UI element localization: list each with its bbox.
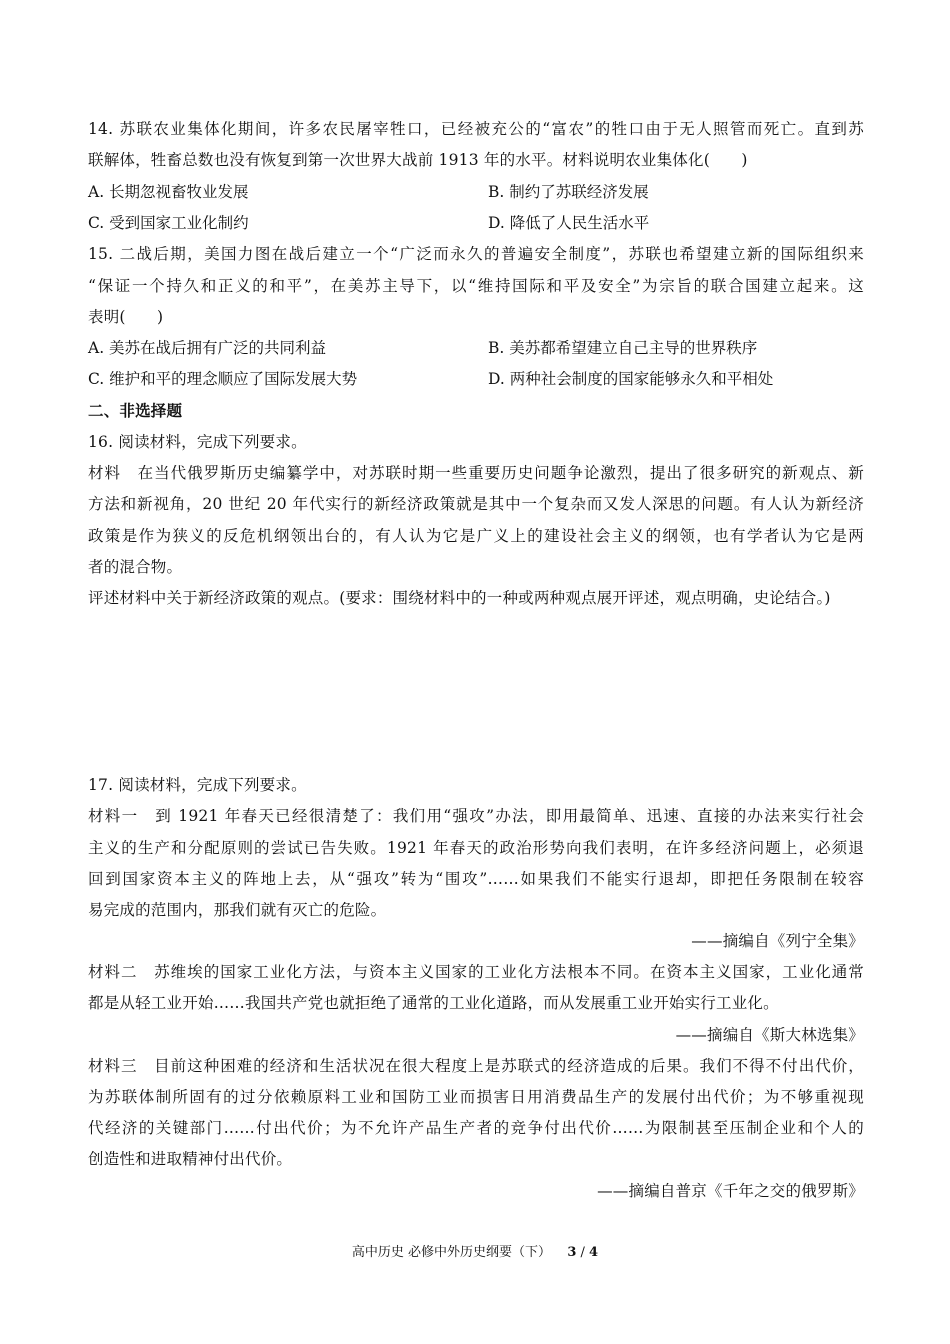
- page-footer: [0, 1244, 950, 1262]
- q15-option-a: A. 美苏在战后拥有广泛的共同利益: [88, 339, 327, 357]
- q15-stem-line-1: 15. 二战后期，美国力图在战后建立一个“广泛而永久的普遍安全制度”，苏联也希望建立新的国际组织来: [88, 245, 864, 263]
- page-number-current: 3: [567, 1245, 577, 1260]
- q16-task: 评述材料中关于新经济政策的观点。(要求：围绕材料中的一种或两种观点展开评述，观点明确，史论结合。): [88, 589, 831, 607]
- page-number-separator: /: [576, 1245, 590, 1260]
- q16-stem: 16. 阅读材料，完成下列要求。: [88, 433, 307, 451]
- section-title-non-choice: 二、非选择题: [88, 401, 183, 420]
- q16-material-line-2: 方法和新视角，20 世纪 20 年代实行的新经济政策就是其中一个复杂而又发人深思的问题。有人认为新经济: [88, 495, 864, 513]
- q17-m1-line-2: 主义的生产和分配原则的尝试已告失败。1921 年春天的政治形势向我们表明，在许多经济问题上，必须退: [88, 839, 864, 857]
- q14-option-d: D. 降低了人民生活水平: [488, 214, 650, 232]
- q15-option-d: D. 两种社会制度的国家能够永久和平相处: [488, 370, 774, 388]
- q14-option-a: A. 长期忽视畜牧业发展: [88, 183, 249, 201]
- footer-title: 高中历史 必修中外历史纲要（下）: [351, 1245, 552, 1260]
- q17-m1-source: ——摘编自《列宁全集》: [691, 932, 864, 950]
- q17-m3-line-1: 材料三 目前这种困难的经济和生活状况在很大程度上是苏联式的经济造成的后果。我们不得不付出代价，: [88, 1057, 864, 1075]
- q15-stem-line-3: 表明( ): [88, 308, 164, 326]
- q15-option-b: B. 美苏都希望建立自己主导的世界秩序: [488, 339, 758, 357]
- q17-m3-line-4: 创造性和进取精神付出代价。: [88, 1150, 293, 1168]
- q17-m1-line-1: 材料一 到 1921 年春天已经很清楚了：我们用“强攻”办法，即用最简单、迅速、直接的办法来实行社会: [88, 807, 864, 825]
- q14-stem-line-1: 14. 苏联农业集体化期间，许多农民屠宰牲口，已经被充公的“富农”的牲口由于无人照管而死亡。直到苏: [88, 120, 864, 138]
- q15-option-c: C. 维护和平的理念顺应了国际发展大势: [88, 370, 358, 388]
- q14-stem-line-2: 联解体，牲畜总数也没有恢复到第一次世界大战前 1913 年的水平。材料说明农业集体化( ): [88, 151, 748, 169]
- q17-m3-line-2: 为苏联体制所固有的过分依赖原料工业和国防工业而损害日用消费品生产的发展付出代价；为不够重视现: [88, 1088, 864, 1106]
- q15-stem-line-2: “保证一个持久和正义的和平”，在美苏主导下，以“维持国际和平及安全”为宗旨的联合国建立起来。这: [88, 277, 864, 295]
- q14-option-b: B. 制约了苏联经济发展: [488, 183, 649, 201]
- q16-material-line-1: 材料 在当代俄罗斯历史编纂学中，对苏联时期一些重要历史问题争论激烈，提出了很多研究的新观点、新: [88, 464, 864, 482]
- q16-material-line-4: 者的混合物。: [88, 558, 183, 576]
- q17-m2-source: ——摘编自《斯大林选集》: [675, 1026, 864, 1044]
- q17-m2-line-2: 都是从轻工业开始……我国共产党也就拒绝了通常的工业化道路，而从发展重工业开始实行工业化。: [88, 994, 779, 1012]
- page-number-total: 4: [589, 1245, 599, 1260]
- q17-m3-line-3: 代经济的关键部门……付出代价；为不允许产品生产者的竞争付出代价……为限制甚至压制企业和个人的: [88, 1119, 864, 1137]
- q17-stem: 17. 阅读材料，完成下列要求。: [88, 776, 307, 794]
- q16-material-line-3: 政策是作为狭义的反危机纲领出台的，有人认为它是广义上的建设社会主义的纲领，也有学者认为它是两: [88, 527, 864, 545]
- q17-m1-line-3: 回到国家资本主义的阵地上去，从“强攻”转为“围攻”……如果我们不能实行退却，即把任务限制在较容: [88, 870, 864, 888]
- q17-m2-line-1: 材料二 苏维埃的国家工业化方法，与资本主义国家的工业化方法根本不同。在资本主义国家，工业化通常: [88, 963, 864, 981]
- q14-option-c: C. 受到国家工业化制约: [88, 214, 249, 232]
- q17-m1-line-4: 易完成的范围内，那我们就有灭亡的危险。: [88, 901, 387, 919]
- q17-m3-source: ——摘编自普京《千年之交的俄罗斯》: [597, 1182, 864, 1200]
